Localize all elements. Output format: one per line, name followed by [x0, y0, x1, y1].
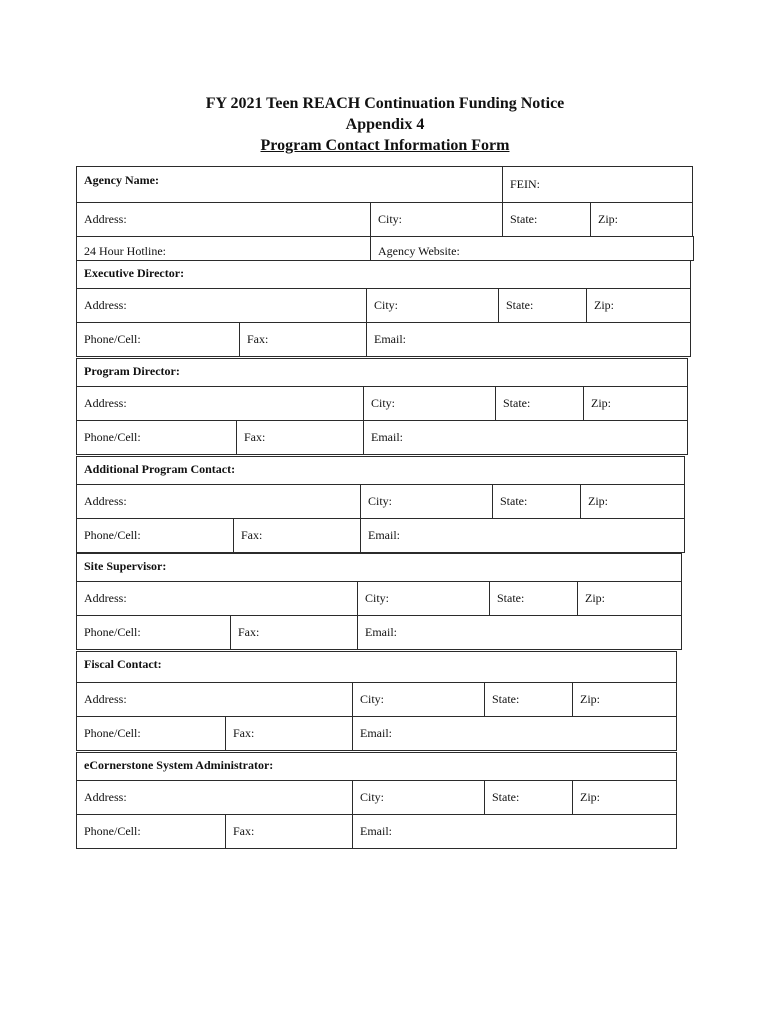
city-field[interactable] — [357, 581, 490, 616]
city-label: City: — [360, 692, 385, 706]
zip-field[interactable] — [586, 288, 691, 323]
address-label: Address: — [84, 396, 127, 410]
phone-cell-field[interactable] — [76, 420, 237, 455]
email-label: Email: — [365, 625, 397, 639]
email-field[interactable] — [360, 518, 685, 553]
fein-field[interactable] — [502, 166, 693, 203]
form-title-block — [0, 93, 770, 156]
fax-label: Fax: — [241, 528, 263, 542]
section-title: eCornerstone System Administrator: — [84, 758, 274, 772]
city-field[interactable] — [352, 780, 485, 815]
address-field[interactable] — [76, 682, 353, 717]
phone-cell-field[interactable] — [76, 322, 240, 357]
zip-label: Zip: — [580, 692, 600, 706]
fax-label: Fax: — [233, 824, 255, 838]
section-header — [76, 651, 677, 683]
email-field[interactable] — [352, 814, 677, 849]
agency-state-field[interactable] — [502, 202, 591, 237]
state-field[interactable] — [489, 581, 578, 616]
zip-label: Zip: — [591, 396, 611, 410]
agency-city-label: City: — [378, 212, 403, 226]
address-field[interactable] — [76, 780, 353, 815]
city-label: City: — [365, 591, 390, 605]
agency-address-label: Address: — [84, 212, 127, 226]
fein-label: FEIN: — [510, 177, 540, 191]
agency-website-field[interactable] — [370, 236, 694, 261]
state-field[interactable] — [492, 484, 581, 519]
agency-zip-label: Zip: — [598, 212, 618, 226]
agency-state-label: State: — [510, 212, 538, 226]
zip-label: Zip: — [588, 494, 608, 508]
state-label: State: — [506, 298, 534, 312]
agency-name-label: Agency Name: — [84, 173, 159, 187]
form-title-line3: Program Contact Information Form — [260, 137, 510, 154]
address-field[interactable] — [76, 288, 367, 323]
phone-cell-field[interactable] — [76, 518, 234, 553]
section-header — [76, 456, 685, 485]
city-label: City: — [368, 494, 393, 508]
zip-field[interactable] — [583, 386, 688, 421]
fax-field[interactable] — [233, 518, 361, 553]
hotline-label: 24 Hour Hotline: — [84, 244, 166, 258]
agency-city-field[interactable] — [370, 202, 503, 237]
email-field[interactable] — [363, 420, 688, 455]
section-title: Executive Director: — [84, 266, 185, 280]
address-label: Address: — [84, 591, 127, 605]
address-label: Address: — [84, 692, 127, 706]
agency-address-field[interactable] — [76, 202, 371, 237]
address-field[interactable] — [76, 386, 364, 421]
zip-label: Zip: — [585, 591, 605, 605]
zip-field[interactable] — [577, 581, 682, 616]
zip-field[interactable] — [580, 484, 685, 519]
phone-cell-label: Phone/Cell: — [84, 625, 141, 639]
fax-field[interactable] — [236, 420, 364, 455]
email-label: Email: — [374, 332, 406, 346]
section-header — [76, 358, 688, 387]
address-label: Address: — [84, 298, 127, 312]
address-label: Address: — [84, 790, 127, 804]
fax-field[interactable] — [225, 814, 353, 849]
state-field[interactable] — [498, 288, 587, 323]
city-label: City: — [360, 790, 385, 804]
fax-field[interactable] — [230, 615, 358, 650]
section-title: Site Supervisor: — [84, 559, 167, 573]
phone-cell-label: Phone/Cell: — [84, 332, 141, 346]
state-label: State: — [492, 692, 520, 706]
agency-name-field[interactable] — [76, 166, 503, 203]
zip-field[interactable] — [572, 780, 677, 815]
email-label: Email: — [371, 430, 403, 444]
zip-field[interactable] — [572, 682, 677, 717]
phone-cell-field[interactable] — [76, 716, 226, 751]
state-label: State: — [497, 591, 525, 605]
city-field[interactable] — [363, 386, 496, 421]
section-title: Additional Program Contact: — [84, 462, 236, 476]
phone-cell-label: Phone/Cell: — [84, 528, 141, 542]
state-label: State: — [500, 494, 528, 508]
city-field[interactable] — [366, 288, 499, 323]
section-title: Fiscal Contact: — [84, 657, 162, 671]
address-label: Address: — [84, 494, 127, 508]
phone-cell-label: Phone/Cell: — [84, 430, 141, 444]
state-label: State: — [503, 396, 531, 410]
fax-field[interactable] — [225, 716, 353, 751]
fax-label: Fax: — [238, 625, 260, 639]
city-field[interactable] — [360, 484, 493, 519]
fax-label: Fax: — [247, 332, 269, 346]
phone-cell-label: Phone/Cell: — [84, 824, 141, 838]
agency-zip-field[interactable] — [590, 202, 693, 237]
form-title-line1: FY 2021 Teen REACH Continuation Funding Notice — [205, 95, 565, 112]
section-header — [76, 553, 682, 582]
phone-cell-label: Phone/Cell: — [84, 726, 141, 740]
fax-label: Fax: — [244, 430, 266, 444]
address-field[interactable] — [76, 581, 358, 616]
email-label: Email: — [368, 528, 400, 542]
email-label: Email: — [360, 824, 392, 838]
phone-cell-field[interactable] — [76, 814, 226, 849]
fax-label: Fax: — [233, 726, 255, 740]
city-label: City: — [371, 396, 396, 410]
form-title-line2: Appendix 4 — [345, 116, 425, 133]
state-field[interactable] — [484, 780, 573, 815]
email-label: Email: — [360, 726, 392, 740]
email-field[interactable] — [366, 322, 691, 357]
section-header — [76, 752, 677, 781]
zip-label: Zip: — [580, 790, 600, 804]
fax-field[interactable] — [239, 322, 367, 357]
hotline-field[interactable] — [76, 236, 371, 261]
state-field[interactable] — [484, 682, 573, 717]
section-title: Program Director: — [84, 364, 180, 378]
phone-cell-field[interactable] — [76, 615, 231, 650]
address-field[interactable] — [76, 484, 361, 519]
city-field[interactable] — [352, 682, 485, 717]
email-field[interactable] — [352, 716, 677, 751]
zip-label: Zip: — [594, 298, 614, 312]
city-label: City: — [374, 298, 399, 312]
email-field[interactable] — [357, 615, 682, 650]
section-header — [76, 260, 691, 289]
state-field[interactable] — [495, 386, 584, 421]
agency-website-label: Agency Website: — [378, 244, 460, 258]
state-label: State: — [492, 790, 520, 804]
